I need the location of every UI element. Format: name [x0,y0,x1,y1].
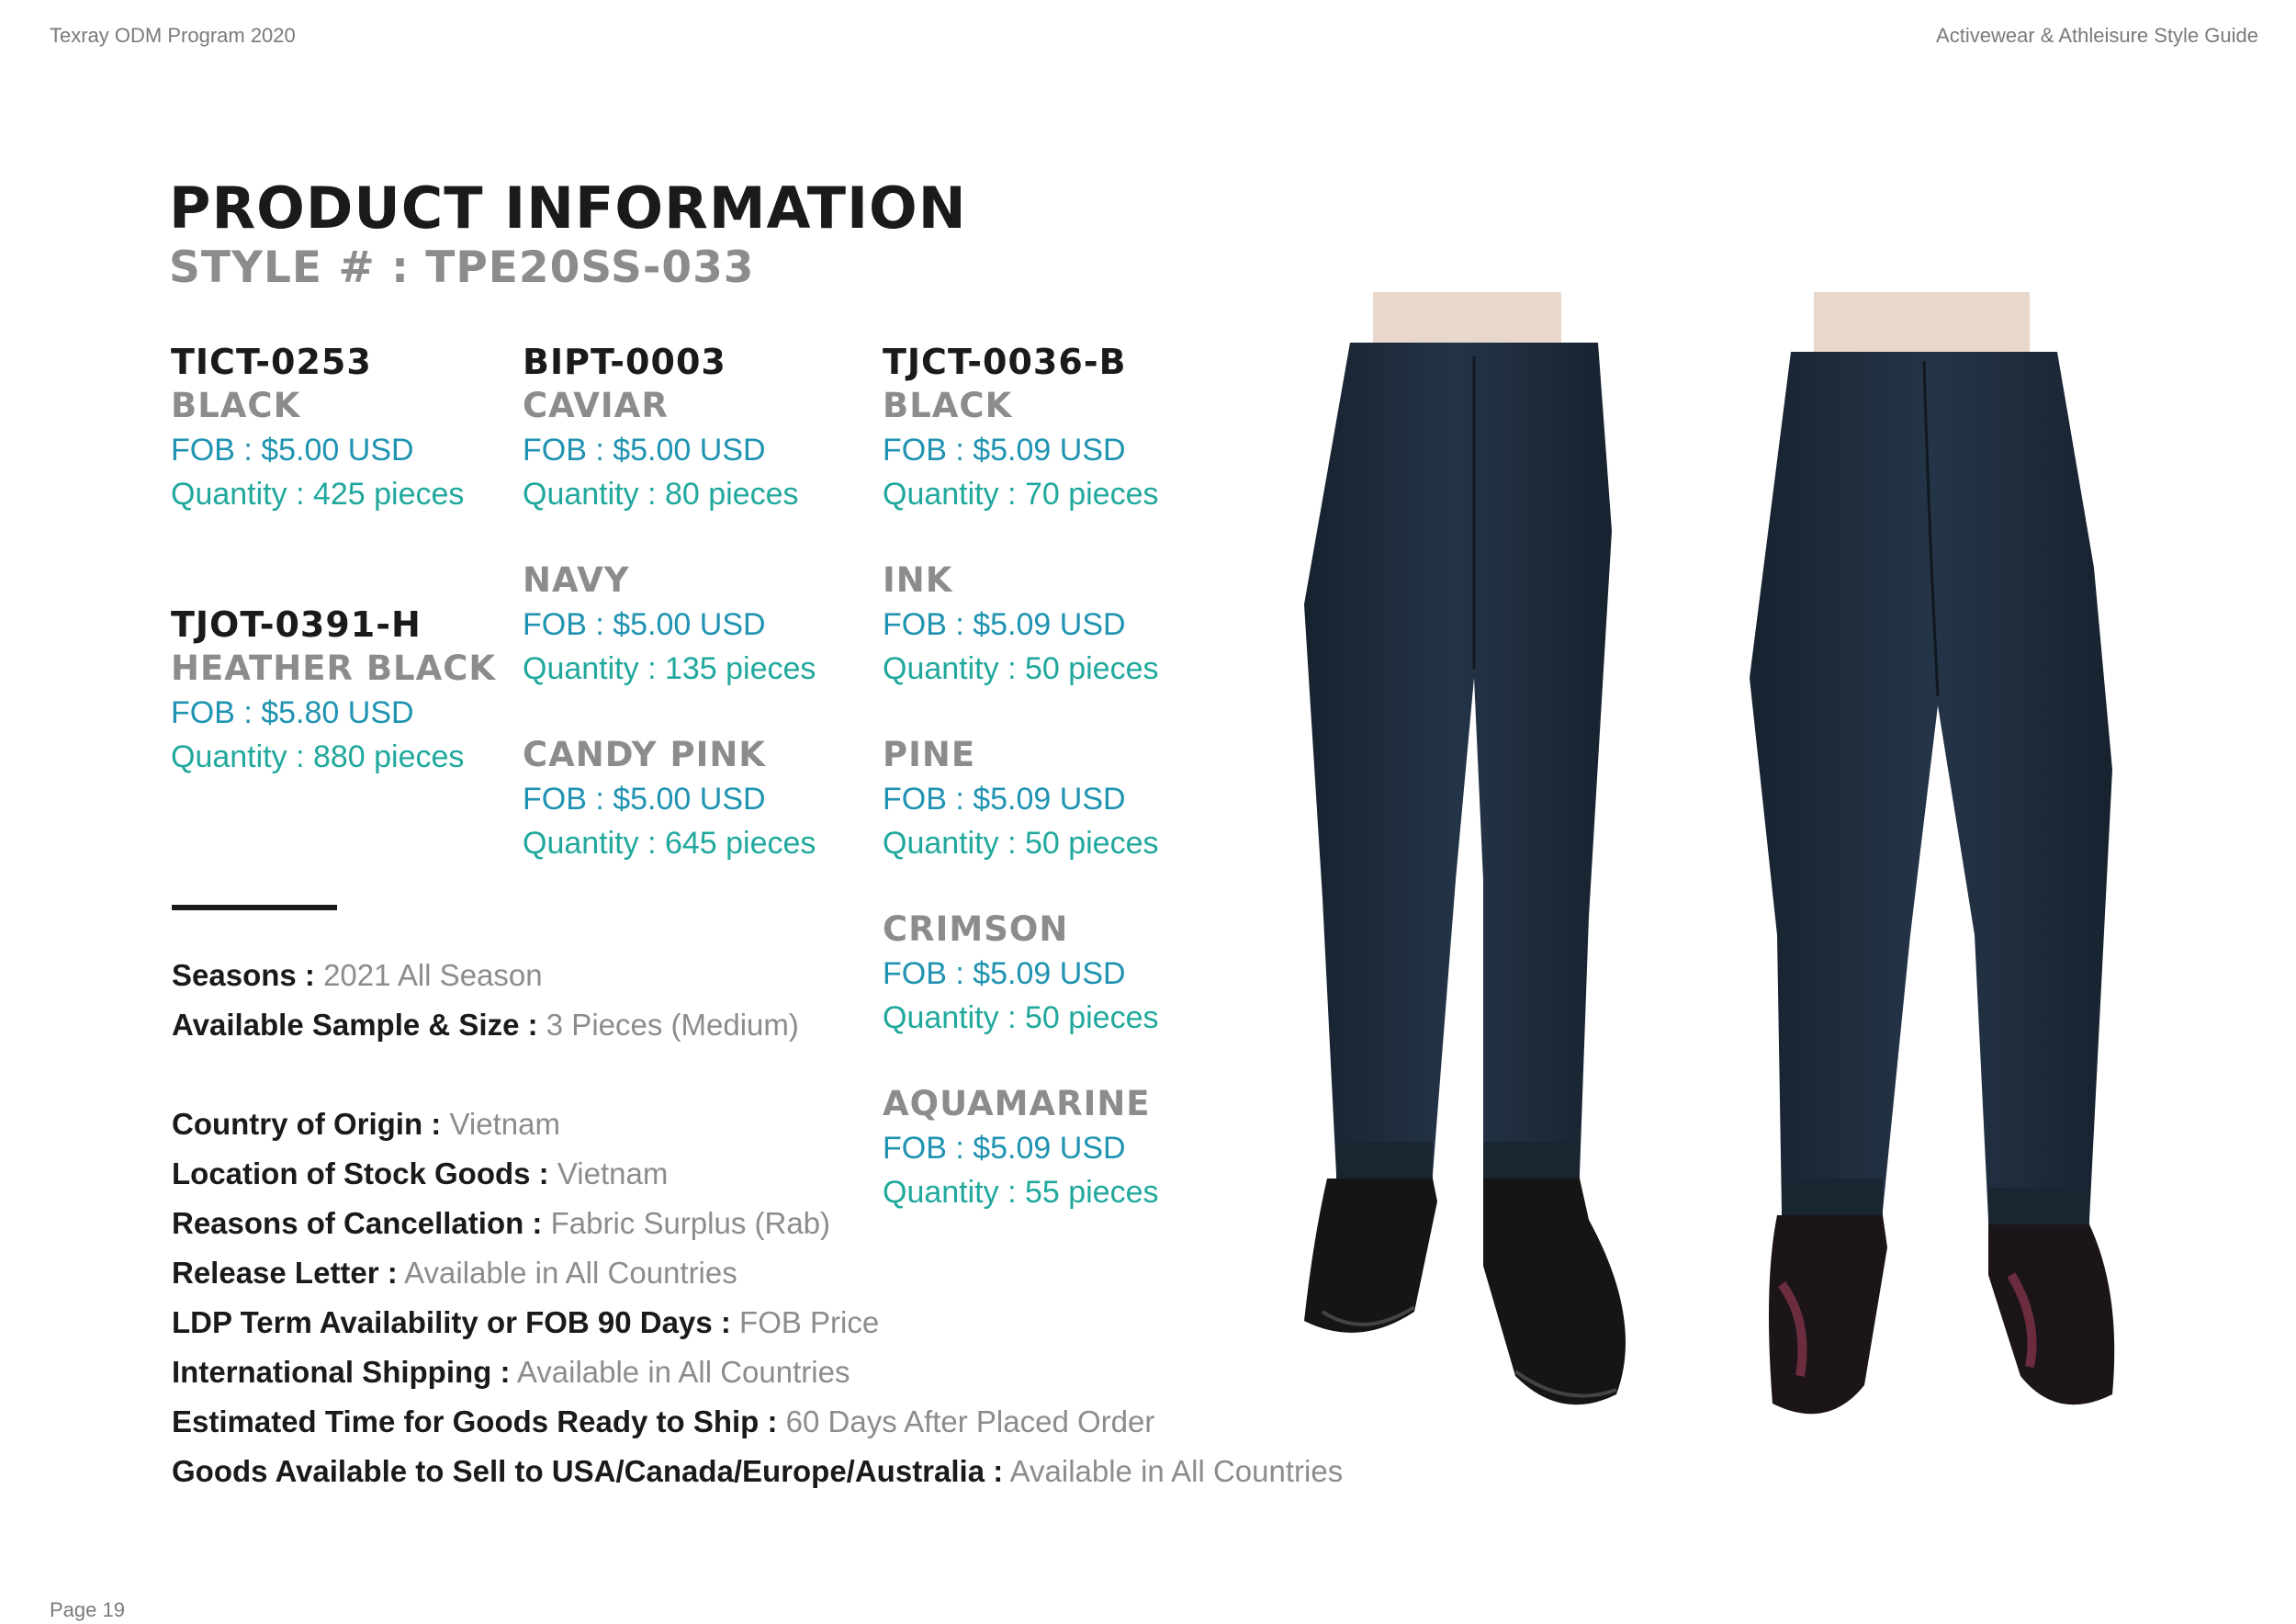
spec-seasons [172,951,1311,1000]
product-quantity: Quantity : 880 pieces [171,739,465,774]
color-variant [523,384,881,516]
product-fob: FOB : $5.80 USD [171,695,414,730]
variant-color: NAVY [523,560,630,600]
variant-color: CRIMSON [883,909,1069,949]
product-code: BIPT-0003 [523,342,726,382]
spec-label: Seasons : [172,958,315,992]
spec-label: Release Letter : [172,1256,398,1290]
style-number: STYLE # : TPE20SS-033 [169,242,755,293]
variant-color: BLACK [883,386,1013,425]
variant-color: AQUAMARINE [883,1084,1151,1123]
header-program-name: Texray ODM Program 2020 [50,24,296,47]
spec-stock-location [172,1149,1311,1199]
product-group [171,603,529,779]
spec-value: FOB Price [739,1305,880,1339]
spec-value: Vietnam [557,1156,669,1190]
variant-quantity: Quantity : 50 pieces [883,826,1159,861]
spec-value: 2021 All Season [323,958,543,992]
spec-label: International Shipping : [172,1355,511,1389]
variant-fob: FOB : $5.09 USD [883,956,1126,991]
variant-quantity: Quantity : 70 pieces [883,477,1159,512]
variant-quantity: Quantity : 50 pieces [883,651,1159,686]
spec-value: 60 Days After Placed Order [785,1404,1155,1438]
page-number: Page 19 [50,1598,125,1621]
spec-label: Estimated Time for Goods Ready to Ship : [172,1404,778,1438]
spec-label: Reasons of Cancellation : [172,1206,543,1240]
variant-color: PINE [883,735,976,774]
variant-fob: FOB : $5.09 USD [883,607,1126,642]
variant-quantity: Quantity : 135 pieces [523,651,816,686]
spec-label: Goods Available to Sell to USA/Canada/Europe/Australia : [172,1454,1004,1488]
product-column-2 [523,340,881,865]
variant-fob: FOB : $5.00 USD [523,782,766,817]
spec-markets [172,1447,1344,1496]
product-column-1 [171,340,529,779]
variant-fob: FOB : $5.00 USD [523,607,766,642]
spec-shipping [172,1348,1311,1397]
variant-color: CANDY PINK [523,735,766,774]
variant-quantity: Quantity : 50 pieces [883,1000,1159,1035]
page-title: PRODUCT INFORMATION [169,175,967,242]
spec-label: Available Sample & Size : [172,1008,538,1042]
variant-quantity: Quantity : 80 pieces [523,477,799,512]
spec-ldp-term [172,1298,1311,1348]
product-code: TJCT-0036-B [883,342,1127,382]
color-variant [523,733,881,865]
product-color: HEATHER BLACK [171,648,497,688]
product-fob: FOB : $5.00 USD [171,433,414,468]
product-color: BLACK [171,386,301,425]
spec-value: Available in All Countries [1009,1454,1344,1488]
color-variant [883,733,1241,865]
spec-sample [172,1000,1311,1050]
spec-cancellation [172,1199,1311,1248]
product-group [171,340,529,516]
product-code: TICT-0253 [171,342,372,382]
variant-fob: FOB : $5.00 USD [523,433,766,468]
spec-spacer [172,1050,1311,1100]
variant-fob: FOB : $5.09 USD [883,782,1126,817]
spec-release-letter [172,1248,1311,1298]
color-variant [883,384,1241,516]
spec-label: Location of Stock Goods : [172,1156,549,1190]
spec-origin [172,1100,1311,1149]
variant-quantity: Quantity : 645 pieces [523,826,816,861]
spec-value: Available in All Countries [404,1256,737,1290]
product-quantity: Quantity : 425 pieces [171,477,465,512]
product-code: TJOT-0391-H [171,604,422,645]
spec-label: LDP Term Availability or FOB 90 Days : [172,1305,731,1339]
section-divider [172,905,337,910]
variant-color: INK [883,560,953,600]
spec-value: Vietnam [449,1107,560,1141]
variant-fob: FOB : $5.09 USD [883,433,1126,468]
spec-value: Available in All Countries [516,1355,850,1389]
spec-value: 3 Pieces (Medium) [546,1008,799,1042]
color-variant [523,558,881,691]
variant-quantity: Quantity : 55 pieces [883,1175,1159,1210]
spec-label: Country of Origin : [172,1107,442,1141]
color-variant [883,558,1241,691]
spec-list [172,951,1344,1496]
product-photo-back [1727,292,2296,1477]
spec-value: Fabric Surplus (Rab) [550,1206,831,1240]
variant-color: CAVIAR [523,386,669,425]
spec-ready-time [172,1397,1311,1447]
variant-fob: FOB : $5.09 USD [883,1131,1126,1166]
header-guide-title: Activewear & Athleisure Style Guide [1936,24,2258,47]
